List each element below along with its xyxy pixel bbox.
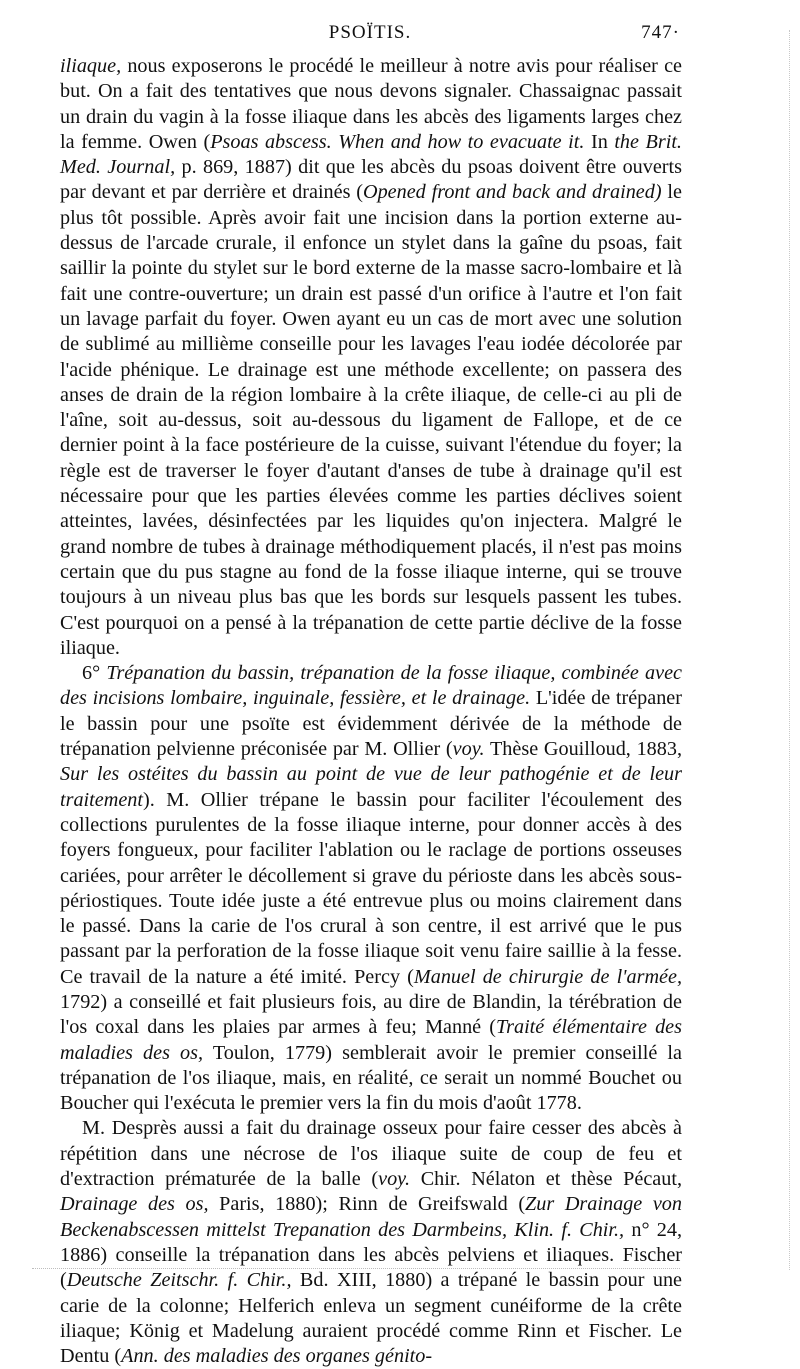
italic-text: the Brit. Med. Journal, xyxy=(60,130,682,179)
text-run: Paris, 1880); Rinn de Greifswald ( xyxy=(208,1193,526,1216)
italic-text: Traité élémentaire des maladies des os, xyxy=(60,1016,682,1064)
italic-text: Deutsche Zeitschr. f. Chir., xyxy=(66,1269,292,1292)
italic-text: Psoas abscess. When and how to evacuate it. xyxy=(210,130,585,153)
page-header-title: PSOÏTIS. xyxy=(328,22,412,43)
text-run: L'idée de trépaner le bassin pour une psoïte est évidemment dérivée de la méthode de trépanation pelvienne préconisée par M. Ollier ( xyxy=(60,687,682,761)
italic-text: Trépanation du bassin, trépanation de la fosse iliaque, combinée avec des incisions lombaire, inguinale, fessière, et le drainage. xyxy=(60,662,682,710)
text-run: n° 24, 1886) conseille la trépanation dans les abcès pelviens et iliaques. Fischer ( xyxy=(60,1218,682,1292)
italic-text: iliaque, xyxy=(60,55,122,77)
italic-text: voy. xyxy=(378,1168,411,1191)
text-run: ). M. Ollier trépane le bassin pour faciliter l'écoulement des collections purulentes de la fosse iliaque interne, pour donner accès à des foyers fongueux, pour faciliter l'ablation ou le raclage de portions osseuses cariées, pour arrêter le décollement si grave du périoste dans les abcès sous-périostiques. Toute idée juste a été entrevue plus ou moins clairement dans le passé. Dans la carie de l'os crural à son centre, il est arrivé que le pus passant par la perforation de la fosse iliaque soit venu faire saillie à la fesse. Ce travail de la nature a été imité. Percy ( xyxy=(60,788,682,988)
italic-text: Drainage des os, xyxy=(60,1193,209,1216)
text-run: 1792) a conseillé et fait plusieurs fois, au dire de Blandin, la térébration de l'os coxal dans les plaies par armes à feu; Manné ( xyxy=(60,990,682,1039)
italic-text: Opened front and back and drained) xyxy=(363,181,662,204)
text-run: Chir. Nélaton et thèse Pécaut, xyxy=(410,1168,682,1191)
running-header xyxy=(60,22,680,52)
italic-text: Sur les ostéites du bassin au point de vue de leur pathogénie et de leur traitement xyxy=(60,763,682,811)
page-number: 747· xyxy=(641,22,680,43)
text-run: le plus tôt possible. Après avoir fait une incision dans la portion externe au-dessus de l'arcade crurale, il enfonce un stylet dans la gaîne du psoas, fait saillir la pointe du stylet sur le bord externe de la masse sacro-lombaire et là fait une contre-ouverture; un drain est passé d'un orifice à l'autre et l'on fait un lavage parfait du foyer. Owen ayant eu un cas de mort avec une solution de sublimé au millième conseille pour les lavages l'eau iodée décolorée par l'acide phénique. Le drainage est une méthode excellente; on passera des anses de drain de la région lombaire à la crête iliaque, de celle-ci au pli de l'aîne, soit au-dessus, soit au-dessous du ligament de Fallope, et de ce dernier point à la face postérieure de la cuisse, suivant l'étendue du foyer; la règle est de traverser le foyer d'autant d'anses de tube à drainage qu'il est nécessaire pour que les parties élevées comme les parties déclives soient atteintes, lavées, désinfectées par les liquides qu'on injectera. Malgré le grand nombre de tubes à drainage méthodiquement placés, il n'est pas moins certain que du pus stagne au fond de la fosse iliaque interne, qui se trouve toujours à un niveau plus bas que les bords sur lesquels passent les tubes. C'est pourquoi on a pensé à la trépanation de cette partie déclive de la fosse iliaque. xyxy=(60,181,682,659)
text-run: M. Desprès aussi a fait du drainage osseux pour faire cesser des abcès à répétition dans une nécrose de l'os iliaque suite de coup de feu et d'extraction prématurée de la balle ( xyxy=(60,1117,682,1191)
italic-text: voy. xyxy=(452,738,485,761)
text-run: In xyxy=(584,130,615,153)
paragraph xyxy=(60,54,682,661)
text-run: Toulon, 1779) semblerait avoir le premier conseillé la trépanation de l'os iliaque, mais, en réalité, ce serait un nommé Bouchet ou Boucher qui l'exécuta le premier vers la fin du mois d'août 1778. xyxy=(60,1041,682,1115)
italic-text: Manuel de chirurgie de l'armée, xyxy=(413,965,682,988)
italic-text: Zur Drainage von Beckenabscessen mittelst Trepanation des Darmbeins, Klin. f. Chir., xyxy=(60,1193,682,1241)
text-run: nous exposerons le procédé le meilleur à notre avis pour réaliser ce but. On a fait des tentatives que nous devons signaler. Chassaignac passait un drain du vagin à la fosse iliaque dans les abcès des ligaments larges chez la femme. Owen ( xyxy=(60,55,682,153)
text-run: 6° xyxy=(82,662,107,685)
paragraph xyxy=(60,661,682,1116)
body-text xyxy=(60,54,682,1369)
bottom-speckles xyxy=(32,1268,680,1269)
margin-speckles xyxy=(759,30,790,1270)
paragraph xyxy=(60,1116,682,1369)
text-run: Thèse Gouilloud, 1883, xyxy=(484,738,683,761)
text-run: Bd. XIII, 1880) a trépané le bassin pour une carie de la colonne; Helferich enleva un segment cunéiforme de la crête iliaque; König et Madelung auraient procédé comme Rinn et Fischer. Le Dentu ( xyxy=(60,1269,683,1368)
text-run: p. 869, 1887) dit que les abcès du psoas doivent être ouverts par devant et par derrière et drainés ( xyxy=(60,156,682,204)
italic-text: Ann. des maladies des organes génito- xyxy=(121,1345,433,1368)
